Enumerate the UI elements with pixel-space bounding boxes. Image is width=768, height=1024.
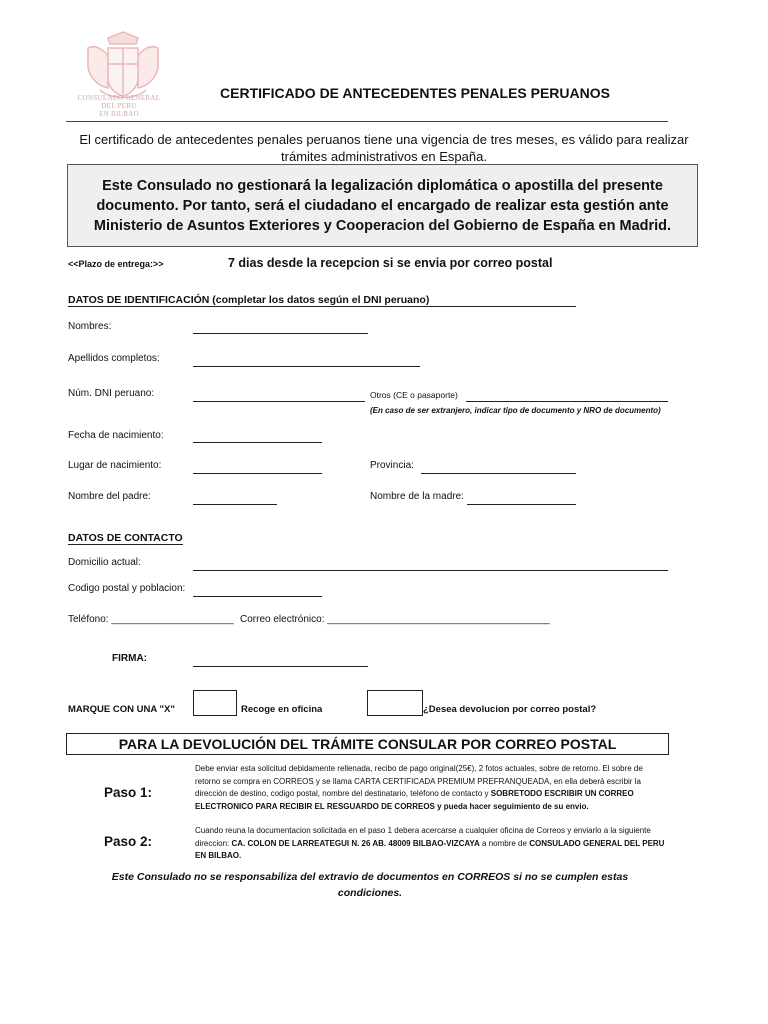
otros-document-label: Otros (CE o pasaporte)	[370, 390, 458, 400]
devolucion-postal-label: ¿Desea devolucion por correo postal?	[423, 704, 597, 715]
apellidos-field[interactable]	[193, 366, 420, 367]
paso2-recipient: CONSULADO GENERAL DEL PERU EN BILBAO.	[195, 838, 665, 860]
paso1-text-regular: Debe enviar esta solicitud debidamente rellenada, recibo de pago original(25€), 2 fotos actuales, sobre de retorno. El sobre de retorno se compra en CORREOS y se llama CARTA CERTIFICADA PREMIUM PREFRANQUEADA, en ella deberá escribir la dirección de destino, codigo postal, nombre del destinatario, teléfono de contacto y	[195, 764, 643, 798]
codigo-postal-field[interactable]	[193, 596, 322, 597]
provincia-field[interactable]	[421, 473, 576, 474]
legalization-notice-box	[67, 164, 698, 247]
paso2-address: CA. COLON DE LARREATEGUI N. 26 AB. 48009 BILBAO-VIZCAYA	[231, 838, 480, 848]
logo-caption-line: CONSULADO GENERAL	[77, 94, 161, 102]
recoge-oficina-label: Recoge en oficina	[241, 704, 323, 715]
dni-field[interactable]	[193, 401, 365, 402]
domicilio-field[interactable]	[193, 570, 668, 571]
nombres-label: Nombres:	[68, 321, 112, 332]
paso1-label: Paso 1:	[104, 785, 153, 800]
devolucion-postal-checkbox[interactable]	[367, 690, 423, 716]
fecha-nacimiento-label: Fecha de nacimiento:	[68, 430, 164, 441]
fecha-nacimiento-field[interactable]	[193, 442, 322, 443]
paso1-text-bold: SOBRETODO ESCRIBIR UN CORREO ELECTRONICO PARA RECIBIR EL RESGUARDO DE CORREOS y pueda hacer seguimiento de su envio.	[195, 789, 634, 811]
intro-text: El certificado de antecedentes penales peruanos tiene una vigencia de tres meses, es válido para realizar trámites administrativos en España.	[79, 132, 689, 164]
nombre-padre-label: Nombre del padre:	[68, 491, 151, 502]
identification-section-heading: DATOS DE IDENTIFICACIÓN (completar los datos según el DNI peruano)	[68, 294, 576, 307]
delivery-time-value: 7 dias desde la recepcion si se envia por correo postal	[228, 256, 553, 270]
otros-document-note: (En caso de ser extranjero, indicar tipo de documento y NRO de documento)	[370, 406, 661, 415]
provincia-label: Provincia:	[370, 460, 414, 471]
legalization-notice-text: Este Consulado no gestionará la legalización diplomática o apostilla del presente documento. Por tanto, será el ciudadano el encargado de realizar esta gestión ante Ministerio de Asuntos Exteriores y Cooperacion del Gobierno de España en Madrid.	[93, 177, 672, 234]
lugar-nacimiento-field[interactable]	[193, 473, 322, 474]
recoge-oficina-checkbox[interactable]	[193, 690, 237, 716]
logo-caption-line: DEL PERU	[101, 102, 137, 110]
delivery-time-label: <<Plazo de entrega:>>	[68, 259, 164, 269]
nombre-madre-field[interactable]	[467, 504, 576, 505]
lugar-nacimiento-label: Lugar de nacimiento:	[68, 460, 162, 471]
marque-label: MARQUE CON UNA "X"	[68, 704, 175, 715]
paso2-text-regular: a nombre de	[479, 838, 530, 848]
contact-section-heading: DATOS DE CONTACTO	[68, 532, 183, 544]
devolucion-heading: PARA LA DEVOLUCIÓN DEL TRÁMITE CONSULAR POR CORREO POSTAL	[66, 733, 669, 755]
nombre-padre-field[interactable]	[193, 504, 277, 505]
paso2-label: Paso 2:	[104, 834, 153, 849]
logo-caption	[60, 94, 178, 118]
paso1-text	[195, 763, 669, 813]
domicilio-label: Domicilio actual:	[68, 557, 141, 568]
paso2-text-regular: Cuando reuna la documentacion solicitada en el paso 1 debera acercarse a cualquier oficina de Correos y enviarlo a la siguiente direccion:	[195, 826, 651, 848]
title-divider	[66, 121, 668, 122]
correo-field[interactable]: Correo electrónico: ________________________________________	[240, 614, 550, 625]
apellidos-label: Apellidos completos:	[68, 353, 160, 364]
dni-label: Núm. DNI peruano:	[68, 388, 155, 399]
codigo-postal-label: Codigo postal y poblacion:	[68, 583, 186, 594]
nombre-madre-label: Nombre de la madre:	[370, 491, 464, 502]
firma-field[interactable]	[193, 666, 368, 667]
document-title: CERTIFICADO DE ANTECEDENTES PENALES PERUANOS	[220, 85, 610, 101]
otros-document-field[interactable]	[466, 401, 668, 402]
nombres-field[interactable]	[193, 333, 368, 334]
logo-caption-line: EN BILBAO	[99, 110, 139, 118]
firma-label: FIRMA:	[112, 653, 147, 664]
paso2-text	[195, 825, 669, 863]
disclaimer-footer: Este Consulado no se responsabiliza del extravio de documentos en CORREOS si no se cumplen estas condiciones.	[111, 871, 629, 899]
telefono-field[interactable]: Teléfono: ______________________	[68, 614, 234, 625]
